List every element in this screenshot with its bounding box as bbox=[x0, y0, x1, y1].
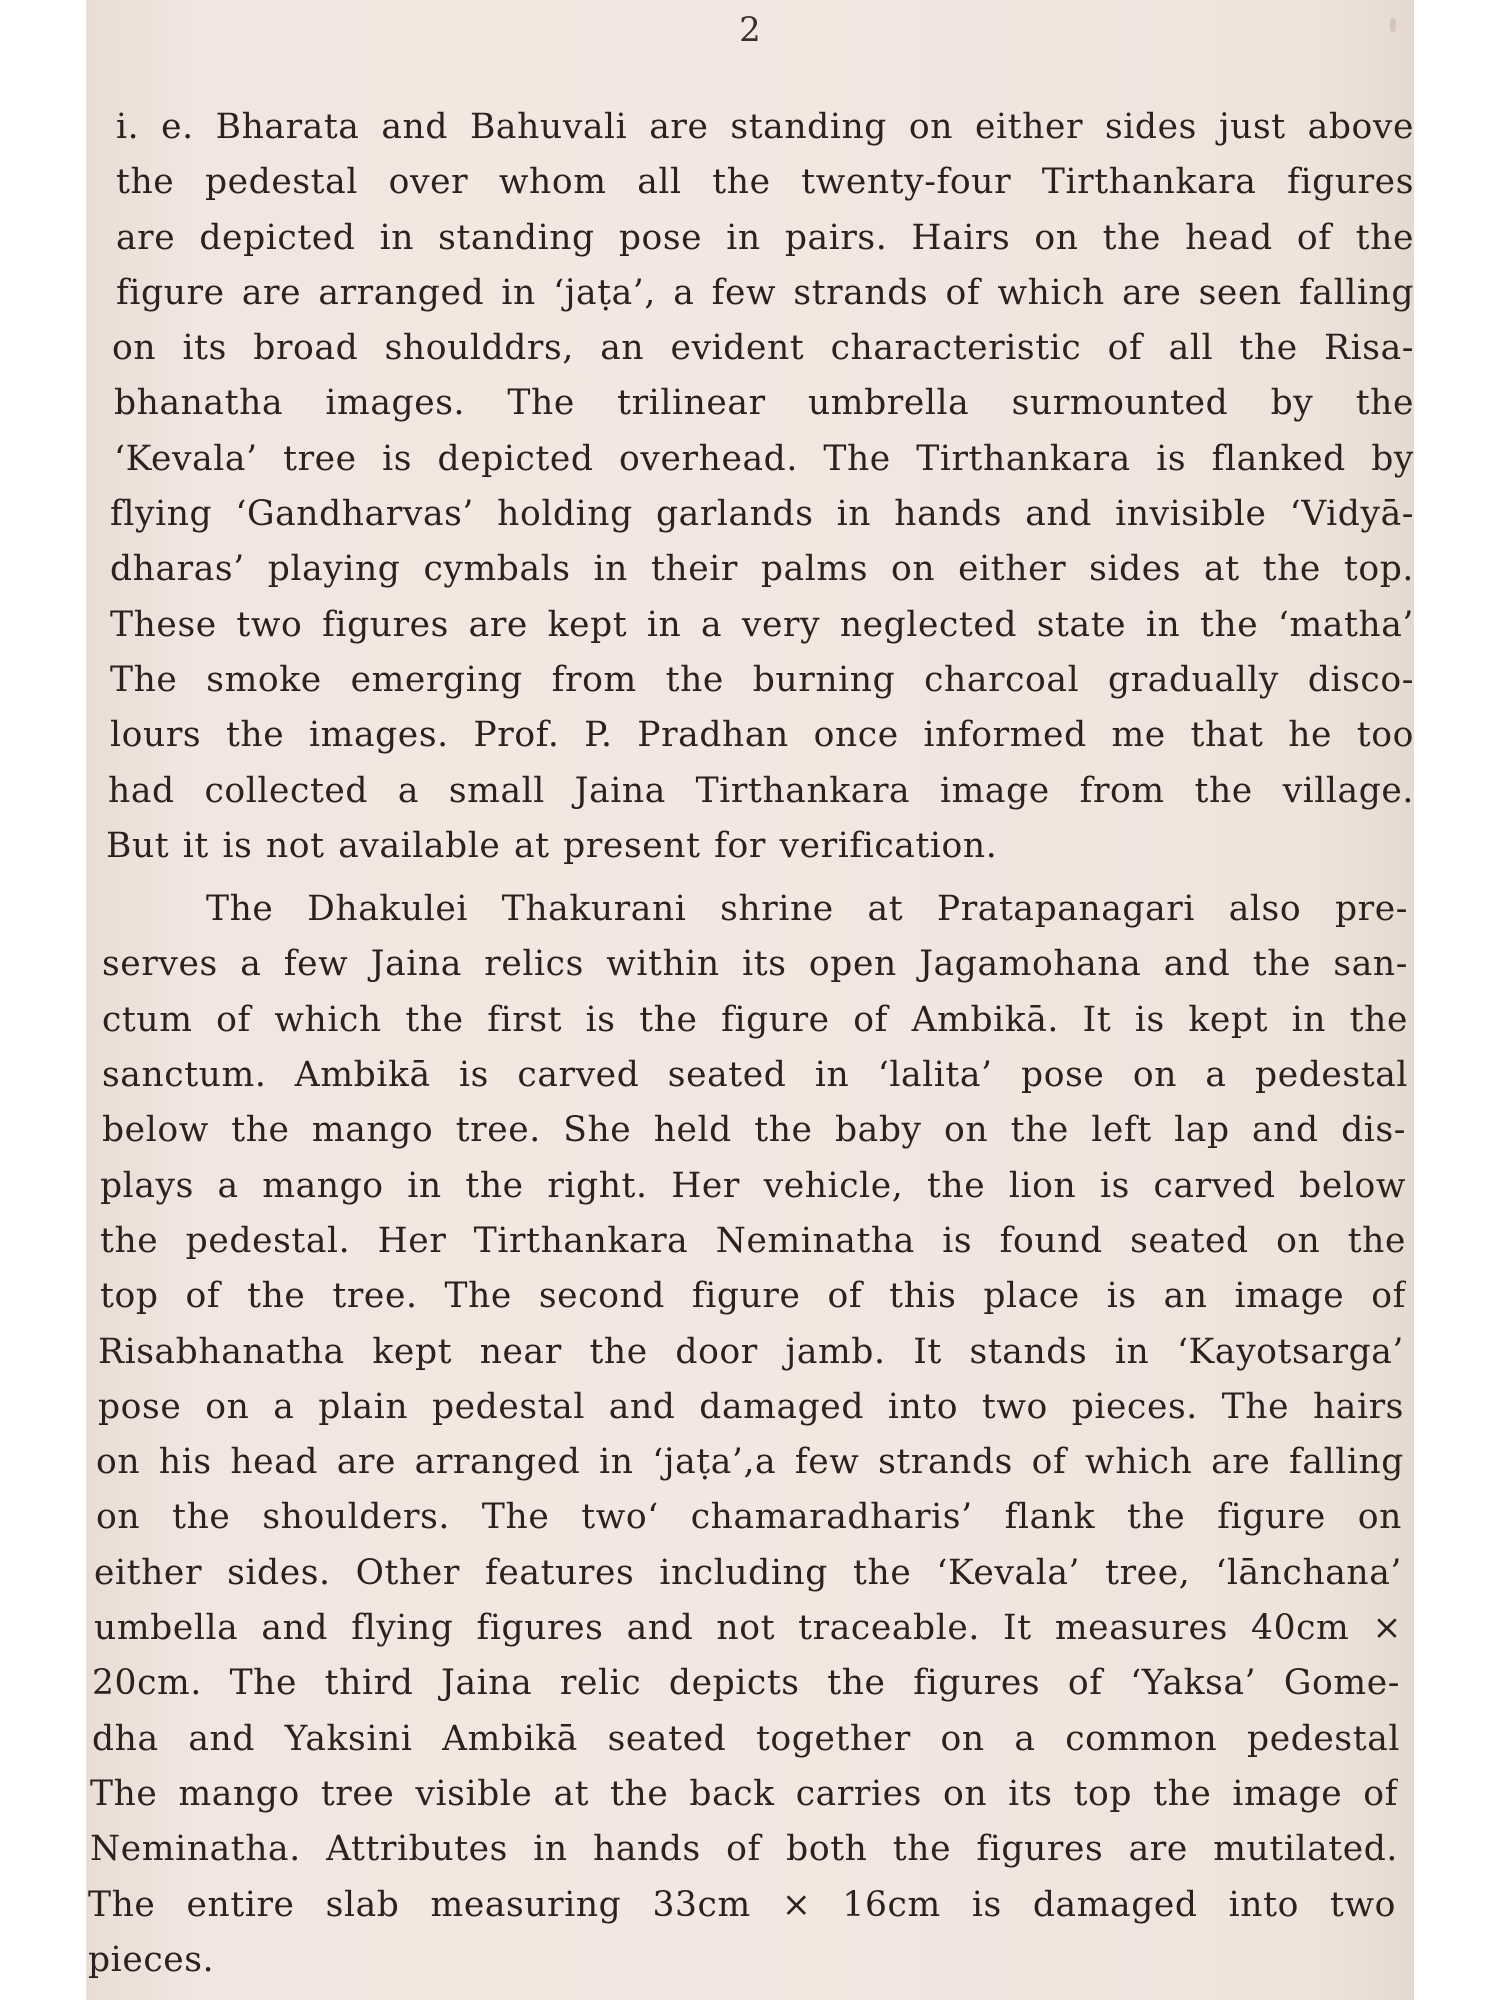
paragraph-2 bbox=[86, 882, 1414, 1988]
text-line: dha and Yaksini Ambikā seated together on a common pedestal bbox=[92, 1718, 1400, 1759]
text-line: The entire slab measuring 33cm × 16cm is damaged into two bbox=[88, 1884, 1396, 1925]
text-line: The mango tree visible at the back carries on its top the image of bbox=[90, 1773, 1398, 1814]
text-line: below the mango tree. She held the baby on the left lap and dis- bbox=[102, 1110, 1406, 1151]
text-line: These two figures are kept in a very neglected state in the ‘matha’ bbox=[110, 604, 1414, 645]
text-line: the pedestal over whom all the twenty-four Tirthankara figures bbox=[116, 162, 1414, 203]
text-line: ctum of which the first is the figure of Ambikā. It is kept in the bbox=[102, 999, 1408, 1040]
text-line: figure are arranged in ‘jaṭa’, a few strands of which are seen falling bbox=[116, 272, 1414, 313]
scanned-page bbox=[86, 0, 1414, 2000]
text-line: Risabhanatha kept near the door jamb. It stands in ‘Kayotsarga’ bbox=[98, 1331, 1404, 1372]
text-line: pieces. bbox=[88, 1939, 215, 1980]
text-line: ‘Kevala’ tree is depicted overhead. The Tirthankara is flanked by bbox=[114, 438, 1414, 479]
text-line: serves a few Jaina relics within its open Jagamohana and the san- bbox=[102, 944, 1408, 985]
text-line: i. e. Bharata and Bahuvali are standing on either sides just above bbox=[116, 107, 1414, 147]
text-line: dharas’ playing cymbals in their palms on either sides at the top. bbox=[110, 549, 1414, 590]
text-line: umbella and flying figures and not traceable. It measures 40cm × bbox=[94, 1608, 1402, 1649]
text-line: lours the images. Prof. P. Pradhan once informed me that he too bbox=[110, 715, 1414, 756]
text-line: 20cm. The third Jaina relic depicts the figures of ‘Yaksa’ Gome- bbox=[92, 1663, 1400, 1704]
text-line: on its broad shoulddrs, an evident characteristic of all the Risa- bbox=[112, 328, 1414, 369]
text-line: either sides. Other features including the ‘Kevala’ tree, ‘lānchana’ bbox=[94, 1552, 1402, 1593]
paragraph-1 bbox=[86, 100, 1414, 874]
text-line: on the shoulders. The two‘ chamaradharis’ flank the figure on bbox=[96, 1497, 1402, 1538]
text-line: Neminatha. Attributes in hands of both the figures are mutilated. bbox=[90, 1829, 1398, 1870]
text-line: plays a mango in the right. Her vehicle, the lion is carved below bbox=[100, 1165, 1406, 1206]
text-line: sanctum. Ambikā is carved seated in ‘lalita’ pose on a pedestal bbox=[102, 1055, 1408, 1096]
text-line: flying ‘Gandharvas’ holding garlands in hands and invisible ‘Vidyā- bbox=[110, 494, 1414, 535]
text-line: on his head are arranged in ‘jaṭa’,a few strands of which are falling bbox=[96, 1442, 1404, 1483]
page-number: 2 bbox=[739, 10, 761, 50]
text-line: bhanatha images. The trilinear umbrella surmounted by the bbox=[114, 383, 1414, 424]
text-line: had collected a small Jaina Tirthankara image from the village. bbox=[108, 770, 1414, 811]
text-line: pose on a plain pedestal and damaged into two pieces. The hairs bbox=[98, 1386, 1404, 1427]
text-line: But it is not available at present for verification. bbox=[106, 825, 998, 866]
text-line: are depicted in standing pose in pairs. Hairs on the head of the bbox=[116, 217, 1414, 258]
text-line: The Dhakulei Thakurani shrine at Pratapanagari also pre- bbox=[206, 889, 1408, 930]
body-text bbox=[86, 100, 1414, 1988]
text-line: The smoke emerging from the burning charcoal gradually disco- bbox=[110, 659, 1414, 700]
text-line: top of the tree. The second figure of this place is an image of bbox=[100, 1276, 1406, 1317]
text-line: the pedestal. Her Tirthankara Neminatha is found seated on the bbox=[100, 1220, 1406, 1261]
